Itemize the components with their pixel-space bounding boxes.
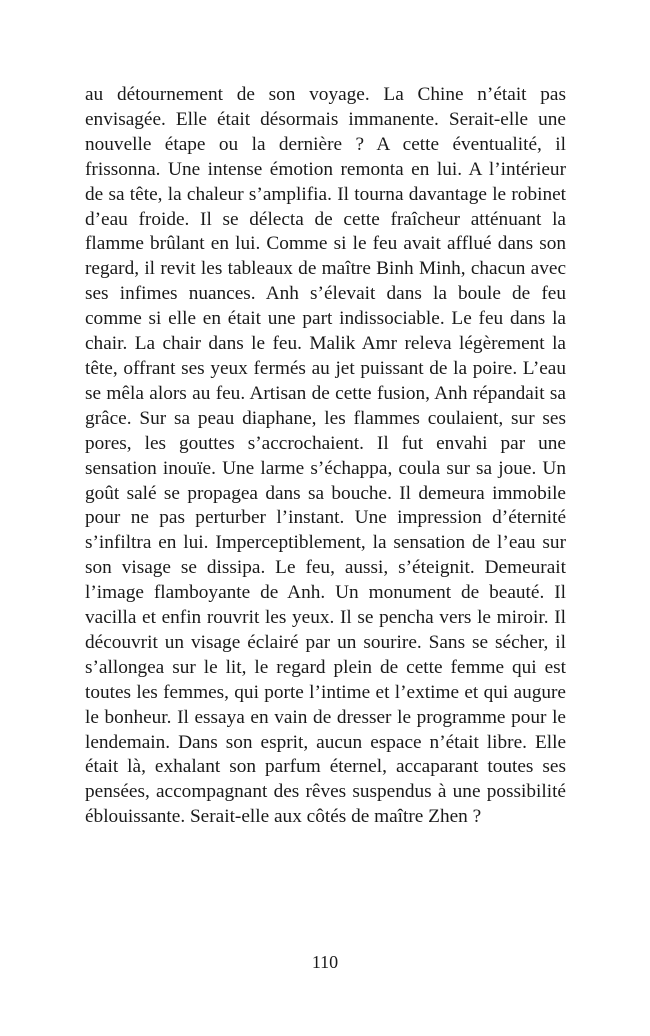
body-paragraph: au détournement de son voyage. La Chine n’était pas envisagée. Elle était désormais immanente. Serait-elle une nouvelle étape ou la dernière ? A cette éventualité, il frissonna. Une intense émotion remonta en lui. A l’intérieur de sa tête, la chaleur s’amplifia. Il tourna davantage le robinet d’eau froide. Il se délecta de cette fraîcheur atténuant la flamme brûlant en lui. Comme si le feu avait afflué dans son regard, il revit les tableaux de maître Binh Minh, chacun avec ses infimes nuances. Anh s’élevait dans la boule de feu comme si elle en était une part indissociable. Le feu dans la chair. La chair dans le feu. Malik Amr releva légèrement la tête, offrant ses yeux fermés au jet puissant de la poire. L’eau se mêla alors au feu. Artisan de cette fusion, Anh répandait sa grâce. Sur sa peau diaphane, les flammes coulaient, sur ses pores, les gouttes s’accrochaient. Il fut envahi par une sensation inouïe. Une larme s’échappa, coula sur sa joue. Un goût salé se propagea dans sa bouche. Il demeura immobile pour ne pas perturber l’instant. Une impression d’éternité s’infiltra en lui. Imperceptiblement, la sensation de l’eau sur son visage se dissipa. Le feu, aussi, s’éteignit. Demeurait l’image flamboyante de Anh. Un monument de beauté. Il vacilla et enfin rouvrit les yeux. Il se pencha vers le miroir. Il découvrit un visage éclairé par un sourire. Sans se sécher, il s’allongea sur le lit, le regard plein de cette femme qui est toutes les femmes, qui porte l’intime et l’extime et qui augure le bonheur. Il essaya en vain de dresser le programme pour le lendemain. Dans son esprit, aucun espace n’était libre. Elle était là, exhalant son parfum éternel, accaparant toutes ses pensées, accompagnant des rêves suspendus à une possibilité éblouissante. Serait-elle aux côtés de maître Zhen ?: [85, 84, 566, 828]
page-number: 110: [311, 952, 339, 972]
